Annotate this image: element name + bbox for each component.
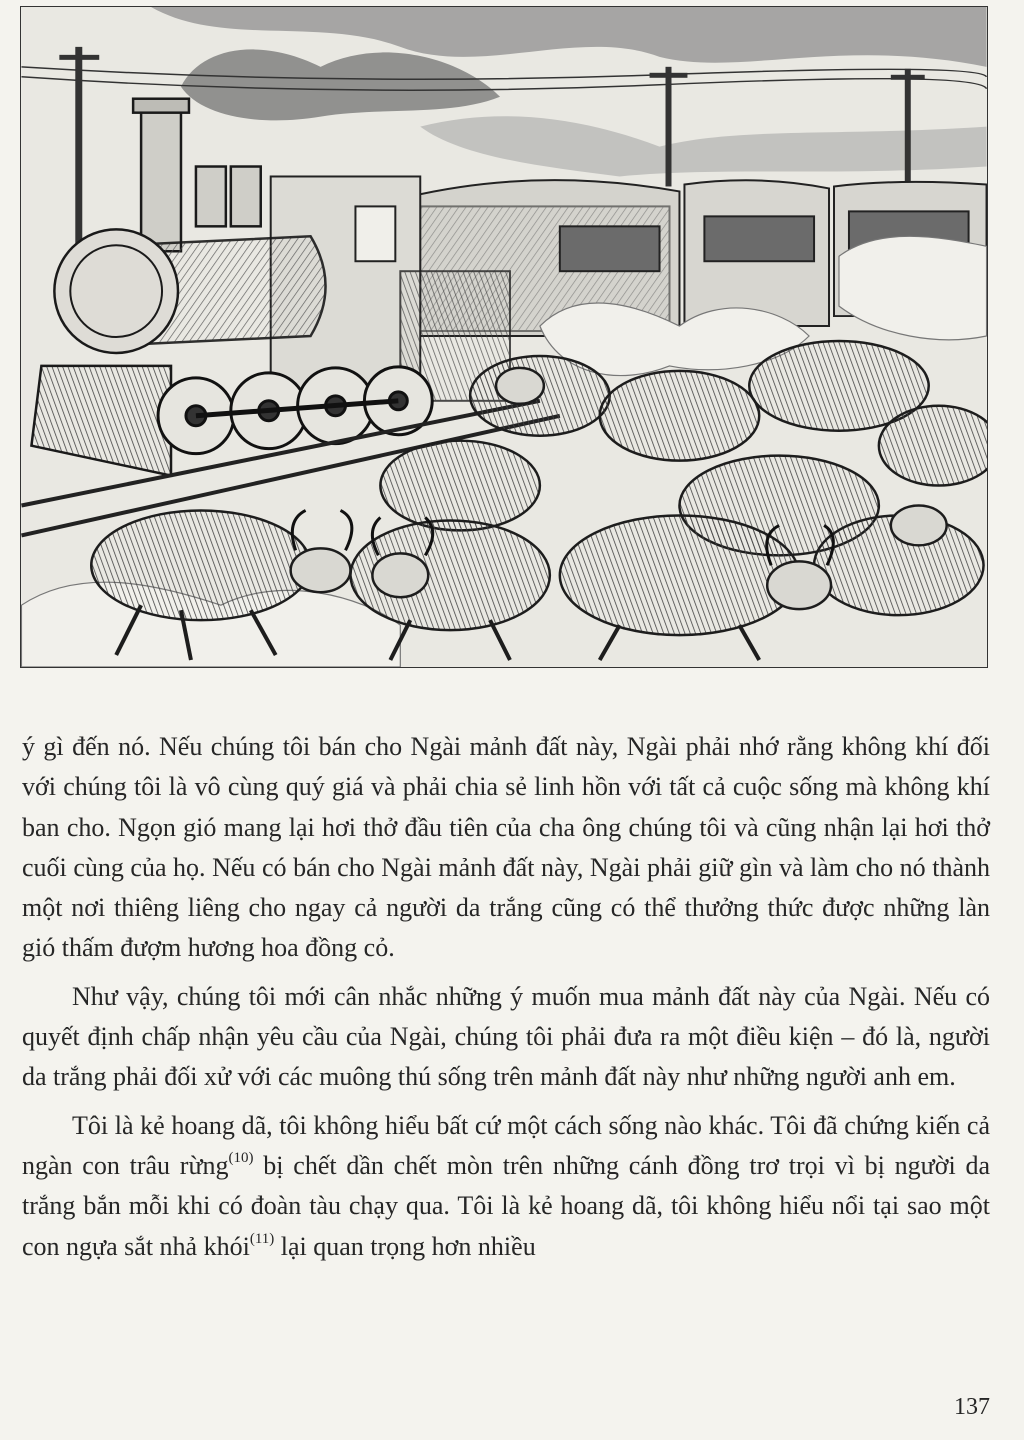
paragraph-1-text: ý gì đến nó. Nếu chúng tôi bán cho Ngài mảnh đất này, Ngài phải nhớ rằng không khí đối với chúng tôi là vô cùng quý giá và phải chia sẻ linh hồn với tất cả cuộc sống mà không khí ban cho. Ngọn gió mang lại hơi thở đầu tiên của cha ông chúng tôi và cũng nhận lại hơi thở cuối cùng của họ. Nếu có bán cho Ngài mảnh đất này, Ngài phải giữ gìn và làm cho nó thành một nơi thiêng liêng cho ngay cả người da trắng cũng có thể thưởng thức được những làn gió thấm đượm hương hoa đồng cỏ. <box>22 732 990 963</box>
illustration-train-buffalo <box>20 6 988 668</box>
paragraph-3 <box>22 1106 990 1267</box>
engraving-illustration-icon <box>21 7 987 667</box>
paragraph-3-text-a: Tôi là kẻ hoang dã, tôi không hiểu bất cứ một cách sống nào khác. Tôi đã chứng kiến cả ngàn con trâu rừng <box>22 1110 990 1180</box>
paragraph-1 <box>22 727 990 969</box>
footnote-ref-11[interactable]: (11) <box>249 1230 275 1247</box>
footnote-ref-10[interactable]: (10) <box>228 1150 254 1167</box>
paragraph-2 <box>22 977 990 1098</box>
page-number: 137 <box>954 1394 990 1420</box>
paragraph-3-text-b: bị chết dần chết mòn trên những cánh đồng trơ trọi vì bị người da trắng bắn mỗi khi có đoàn tàu chạy qua. Tôi là kẻ hoang dã, tôi không hiểu nổi tại sao một con ngựa sắt nhả khói <box>22 1150 990 1261</box>
body-text <box>22 727 990 1275</box>
paragraph-3-text-c: lại quan trọng hơn nhiều <box>274 1231 536 1261</box>
paragraph-2-text: Như vậy, chúng tôi mới cân nhắc những ý muốn mua mảnh đất này của Ngài. Nếu có quyết định chấp nhận yêu cầu của Ngài, chúng tôi phải đưa ra một điều kiện – đó là, người da trắng phải đối xử với các muông thú sống trên mảnh đất này như những người anh em. <box>22 981 990 1092</box>
